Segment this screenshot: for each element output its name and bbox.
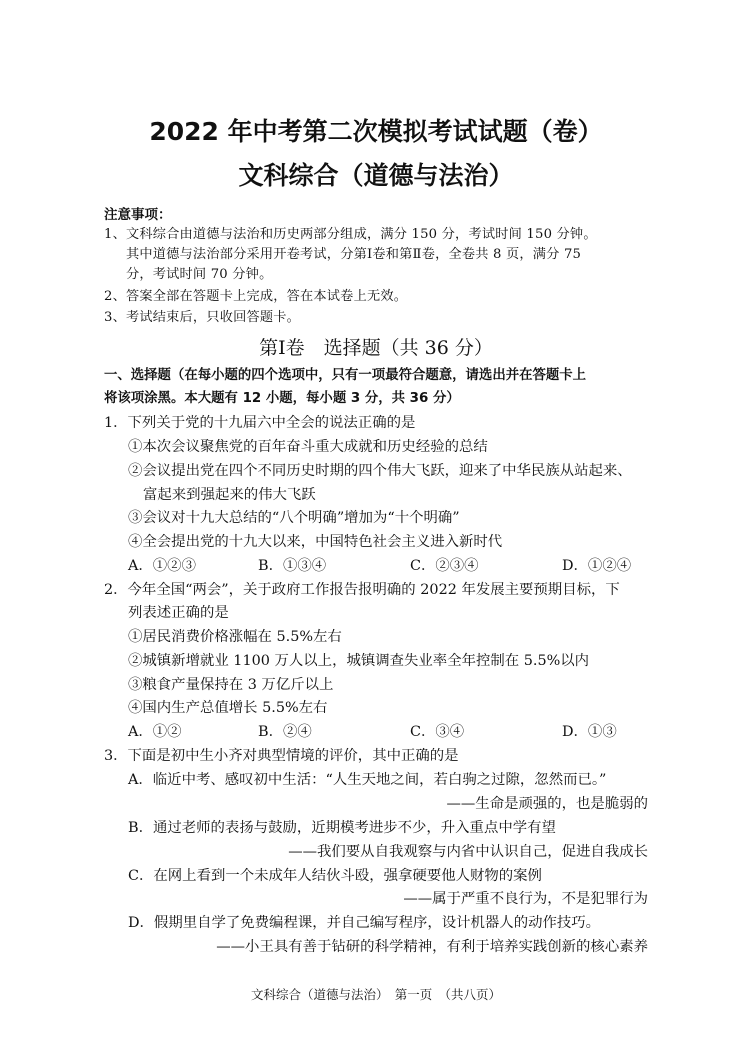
section-instructions: 将该项涂黑。本大题有 12 小题，每小题 3 分，共 36 分） bbox=[104, 391, 460, 406]
question-3-option-a-evaluation: ——生命是顽强的，也是脆弱的 bbox=[446, 796, 648, 812]
question-2-item: ③粮食产量保持在 3 万亿斤以上 bbox=[128, 677, 334, 693]
question-3-option-c-evaluation: ——属于严重不良行为，不是犯罪行为 bbox=[403, 891, 648, 907]
question-1-option-d: D．①②④ bbox=[562, 558, 632, 574]
page-footer: 文科综合（道德与法治） 第一页 （共八页） bbox=[250, 987, 501, 1002]
question-3-option-b: B．通过老师的表扬与鼓励，近期模考进步不少，升入重点中学有望 bbox=[128, 820, 556, 836]
question-1-option-c: C．②③④ bbox=[410, 558, 479, 574]
question-3-option-b-evaluation: ——我们要从自我观察与内省中认识自己，促进自我成长 bbox=[288, 844, 648, 860]
question-2-option-a: A．①② bbox=[128, 724, 182, 740]
question-1-item: ③会议对十九大总结的“八个明确”增加为“十个明确” bbox=[128, 510, 460, 526]
question-2-option-b: B．②④ bbox=[258, 724, 312, 740]
question-3-option-c: C．在网上看到一个未成年人结伙斗殴，强拿硬要他人财物的案例 bbox=[128, 868, 542, 884]
question-1-option-b: B．①③④ bbox=[258, 558, 327, 574]
section-instructions: 一、选择题（在每小题的四个选项中，只有一项最符合题意，请选出并在答题卡上 bbox=[104, 368, 587, 383]
question-3-option-a: A．临近中考、感叹初中生活：“人生天地之间，若白驹之过隙，忽然而已。” bbox=[128, 772, 607, 788]
notes-line: 其中道德与法治部分采用开卷考试，分第Ⅰ卷和第Ⅱ卷，全卷共 8 页，满分 75 bbox=[126, 247, 582, 262]
question-2-item: ②城镇新增就业 1100 万人以上，城镇调查失业率全年控制在 5.5%以内 bbox=[128, 653, 590, 669]
question-1-item: 富起来到强起来的伟大飞跃 bbox=[143, 487, 316, 503]
question-1-item: ②会议提出党在四个不同历史时期的四个伟大飞跃，迎来了中华民族从站起来、 bbox=[128, 463, 632, 479]
section-title: 第Ⅰ卷 选择题（共 36 分） bbox=[259, 337, 493, 359]
question-3-option-d: D．假期里自学了免费编程课，并自己编写程序，设计机器人的动作技巧。 bbox=[128, 915, 601, 931]
question-1-item: ①本次会议聚焦党的百年奋斗重大成就和历史经验的总结 bbox=[128, 439, 488, 455]
notes-line: 2、答案全部在答题卡上完成，答在本试卷上无效。 bbox=[104, 289, 408, 304]
question-2-item: ①居民消费价格涨幅在 5.5%左右 bbox=[128, 629, 342, 645]
question-2-stem: 列表述正确的是 bbox=[128, 605, 229, 621]
notes-heading: 注意事项： bbox=[104, 207, 172, 223]
question-2-option-d: D．①③ bbox=[562, 724, 617, 740]
question-1-stem: 1．下列关于党的十九届六中全会的说法正确的是 bbox=[104, 415, 416, 431]
question-2-stem: 2．今年全国“两会”，关于政府工作报告报明确的 2022 年发展主要预期目标，下 bbox=[104, 582, 620, 598]
exam-title: 2022 年中考第二次模拟考试试题（卷） bbox=[149, 117, 603, 146]
notes-line: 3、考试结束后，只收回答题卡。 bbox=[104, 310, 301, 325]
question-2-option-c: C．③④ bbox=[410, 724, 465, 740]
question-3-stem: 3．下面是初中生小齐对典型情境的评价，其中正确的是 bbox=[104, 748, 459, 764]
exam-subject-title: 文科综合（道德与法治） bbox=[238, 161, 514, 190]
notes-line: 1、文科综合由道德与法治和历史两部分组成，满分 150 分，考试时间 150 分钟。 bbox=[104, 227, 597, 242]
question-1-item: ④全会提出党的十九大以来，中国特色社会主义进入新时代 bbox=[128, 534, 503, 550]
question-3-option-d-evaluation: ——小王具有善于钻研的科学精神，有利于培养实践创新的核心素养 bbox=[216, 939, 648, 955]
notes-line: 分，考试时间 70 分钟。 bbox=[126, 267, 273, 282]
question-2-item: ④国内生产总值增长 5.5%左右 bbox=[128, 700, 328, 716]
question-1-option-a: A．①②③ bbox=[128, 558, 196, 574]
